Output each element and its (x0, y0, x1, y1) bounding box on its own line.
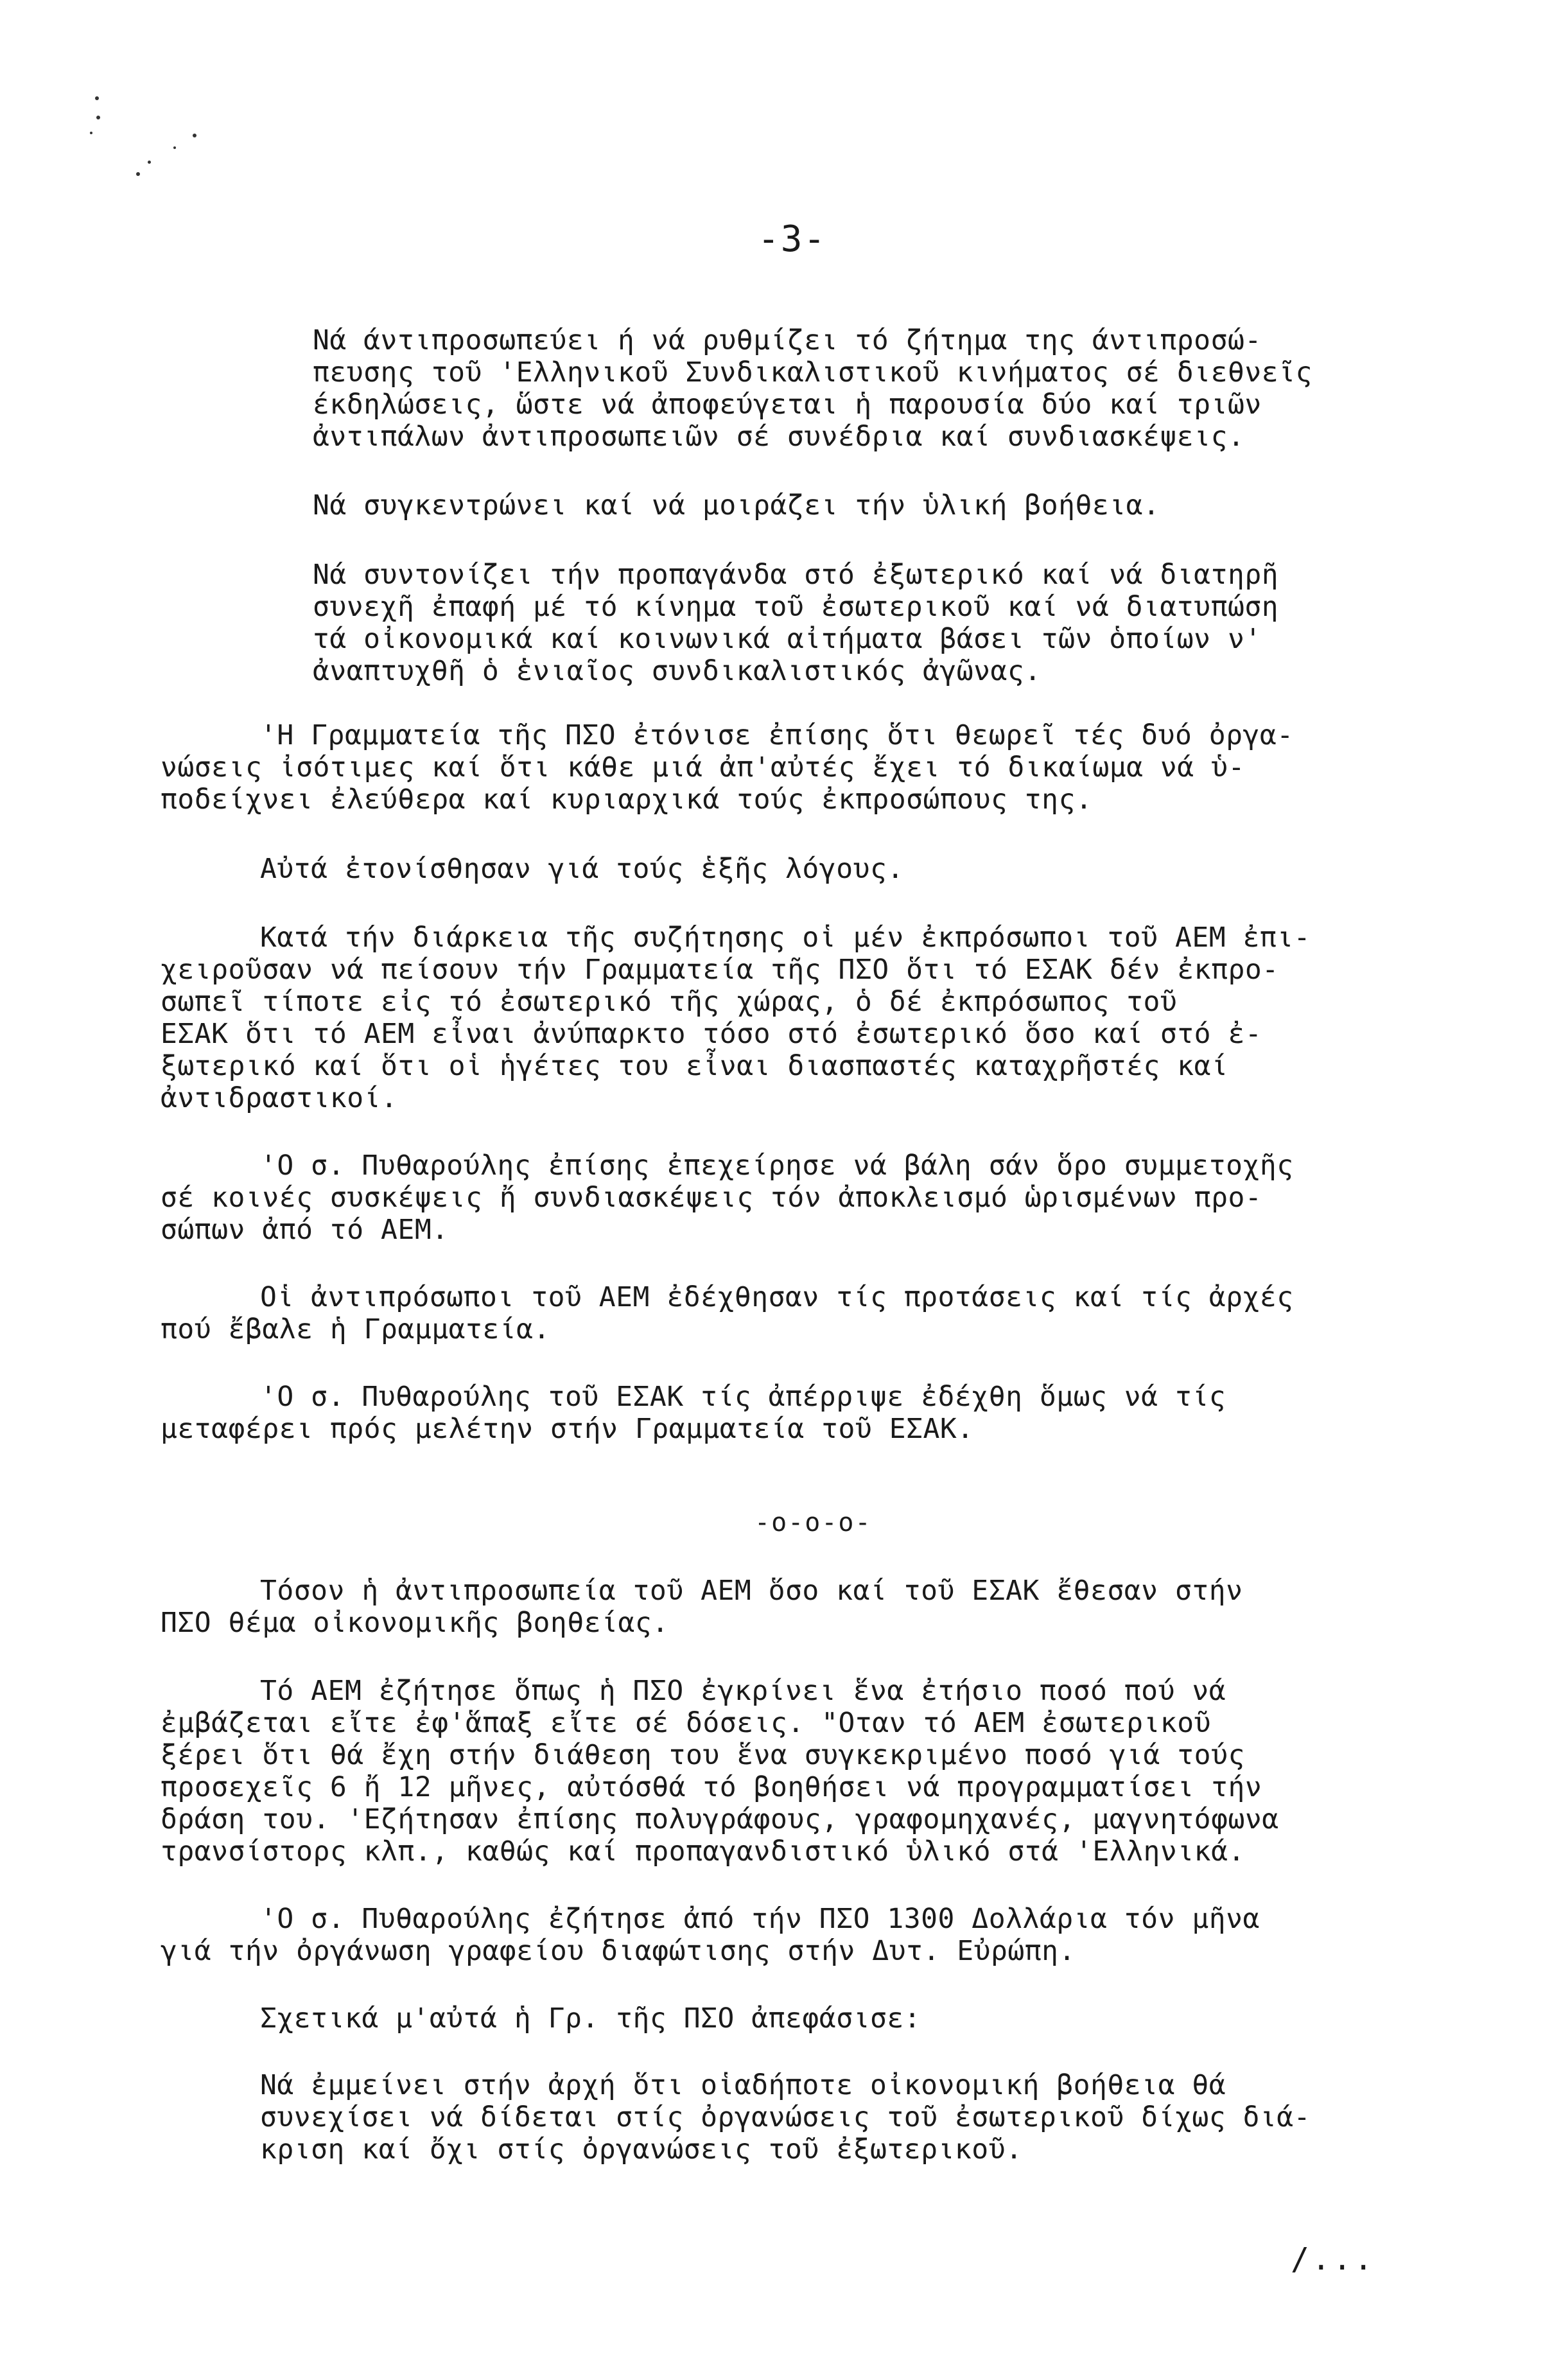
text-line: Νά συντονίζει τήν προπαγάνδα στό ἐξωτερικό καί νά διατηρῆ (313, 559, 1279, 591)
text-line: ΕΣΑΚ ὅτι τό ΑΕΜ εἶναι ἀνύπαρκτο τόσο στό ἐσωτερικό ὅσο καί στό ἐ- (161, 1018, 1262, 1050)
text-line: έκδηλώσεις, ὥστε νά ἀποφεύγεται ἡ παρουσία δύο καί τριῶν (313, 389, 1262, 421)
text-line: 'Ο σ. Πυθαρούλης ἐζήτησε ἀπό τήν ΠΣΟ 1300 Δολλάρια τόν μῆνα (260, 1903, 1260, 1935)
scan-speck (90, 132, 92, 134)
text-line: πευσης τοῦ 'Ελληνικοῦ Συνδικαλιστικοῦ κινήματος σέ διεθνεῖς (313, 356, 1312, 389)
text-line: συνεχίσει νά δίδεται στίς ὀργανώσεις τοῦ ἐσωτερικοῦ δίχως διά- (260, 2101, 1311, 2133)
text-line: χειροῦσαν νά πείσουν τήν Γραμματεία τῆς ΠΣΟ ὅτι τό ΕΣΑΚ δέν ἐκπρο- (161, 954, 1279, 986)
text-line: ἀντιπάλων ἀντιπροσωπειῶν σέ συνέδρια καί συνδιασκέψεις. (313, 421, 1245, 453)
text-line: τρανσίστορς κλπ., καθώς καί προπαγανδιστικό ὑλικό στά 'Ελληνικά. (161, 1835, 1245, 1868)
text-line: γιά τήν ὀργάνωση γραφείου διαφώτισης στήν Δυτ. Εὐρώπη. (161, 1935, 1076, 1967)
text-line: Νά άντιπροσωπεύει ή νά ρυθμίζει τό ζήτημα της άντιπροσώ- (313, 324, 1262, 356)
continuation-mark: /... (1291, 2241, 1375, 2277)
text-line: Νά συγκεντρώνει καί νά μοιράζει τήν ὑλική βοήθεια. (313, 489, 1160, 521)
scan-speck (193, 134, 196, 137)
text-line: ἀναπτυχθῆ ὁ ἑνιαῖος συνδικαλιστικός ἀγῶνας. (313, 655, 1042, 687)
page-number: -3- (758, 218, 827, 260)
text-line: μεταφέρει πρός μελέτην στήν Γραμματεία τοῦ ΕΣΑΚ. (161, 1413, 974, 1445)
scan-speck (96, 116, 100, 119)
text-line: Σχετικά μ'αὐτά ἡ Γρ. τῆς ΠΣΟ ἀπεφάσισε: (260, 2002, 921, 2034)
text-line: προσεχεῖς 6 ἤ 12 μῆνες, αὐτόσθά τό βοηθήσει νά προγραμματίσει τήν (161, 1771, 1262, 1803)
text-line: ποδείχνει ἐλεύθερα καί κυριαρχικά τούς ἐκπροσώπους της. (161, 783, 1093, 816)
text-line: νώσεις ἰσότιμες καί ὅτι κάθε μιά ἀπ'αὐτές ἔχει τό δικαίωμα νά ὑ- (161, 751, 1245, 783)
scan-speck (136, 172, 140, 176)
text-line: Κατά τήν διάρκεια τῆς συζήτησης οἱ μέν ἐκπρόσωποι τοῦ ΑΕΜ ἐπι- (260, 922, 1311, 954)
text-line: Αὐτά ἐτονίσθησαν γιά τούς ἑξῆς λόγους. (260, 853, 904, 885)
text-line: σέ κοινές συσκέψεις ἤ συνδιασκέψεις τόν ἀποκλεισμό ὡρισμένων προ- (161, 1182, 1262, 1214)
scan-speck (148, 161, 151, 164)
text-line: πού ἔβαλε ἡ Γραμματεία. (161, 1313, 550, 1345)
text-line: Τόσον ἡ ἀντιπροσωπεία τοῦ ΑΕΜ ὅσο καί τοῦ ΕΣΑΚ ἔθεσαν στήν (260, 1575, 1243, 1607)
text-line: Τό ΑΕΜ ἐζήτησε ὅπως ἡ ΠΣΟ ἐγκρίνει ἕνα ἐτήσιο ποσό πού νά (260, 1675, 1226, 1707)
text-line: ΠΣΟ θέμα οἰκονομικῆς βοηθείας. (161, 1607, 669, 1639)
scan-speck (95, 96, 99, 100)
text-line: Οἱ ἀντιπρόσωποι τοῦ ΑΕΜ ἐδέχθησαν τίς προτάσεις καί τίς ἀρχές (260, 1281, 1294, 1313)
text-line: δράση του. 'Εζήτησαν ἐπίσης πολυγράφους, γραφομηχανές, μαγνητόφωνα (161, 1803, 1279, 1835)
text-line: συνεχῆ ἐπαφή μέ τό κίνημα τοῦ ἐσωτερικοῦ καί νά διατυπώση (313, 591, 1279, 623)
text-line: τά οἰκονομικά καί κοινωνικά αἰτήματα βάσει τῶν ὁποίων ν' (313, 623, 1262, 655)
section-separator: -o-o-o- (754, 1508, 872, 1537)
text-line: ξωτερικό καί ὅτι οἱ ἡγέτες του εἶναι διασπαστές καταχρῆστές καί (161, 1050, 1228, 1082)
scan-speck (173, 146, 176, 149)
text-line: ἐμβάζεται εἴτε ἐφ'ἅπαξ εἴτε σέ δόσεις. "Οταν τό ΑΕΜ ἐσωτερικοῦ (161, 1707, 1212, 1739)
text-line: 'Ο σ. Πυθαρούλης τοῦ ΕΣΑΚ τίς ἀπέρριψε ἐδέχθη ὅμως νά τίς (260, 1381, 1226, 1413)
text-line: 'Η Γραμματεία τῆς ΠΣΟ ἐτόνισε ἐπίσης ὅτι θεωρεῖ τές δυό ὀργα- (260, 719, 1294, 751)
text-line: 'Ο σ. Πυθαρούλης ἐπίσης ἐπεχείρησε νά βάλη σάν ὅρο συμμετοχῆς (260, 1150, 1294, 1182)
text-line: ἀντιδραστικοί. (161, 1082, 398, 1114)
text-line: Νά ἐμμείνει στήν ἀρχή ὅτι οἱαδήποτε οἰκονομική βοήθεια θά (260, 2069, 1226, 2101)
text-line: κριση καί ὄχι στίς ὀργανώσεις τοῦ ἐξωτερικοῦ. (260, 2133, 1023, 2166)
text-line: σώπων ἀπό τό ΑΕΜ. (161, 1214, 449, 1246)
text-line: σωπεῖ τίποτε εἰς τό ἐσωτερικό τῆς χώρας, ὁ δέ ἐκπρόσωπος τοῦ (161, 986, 1178, 1018)
text-line: ξέρει ὅτι θά ἔχη στήν διάθεση του ἕνα συγκεκριμένο ποσό γιά τούς (161, 1739, 1245, 1771)
